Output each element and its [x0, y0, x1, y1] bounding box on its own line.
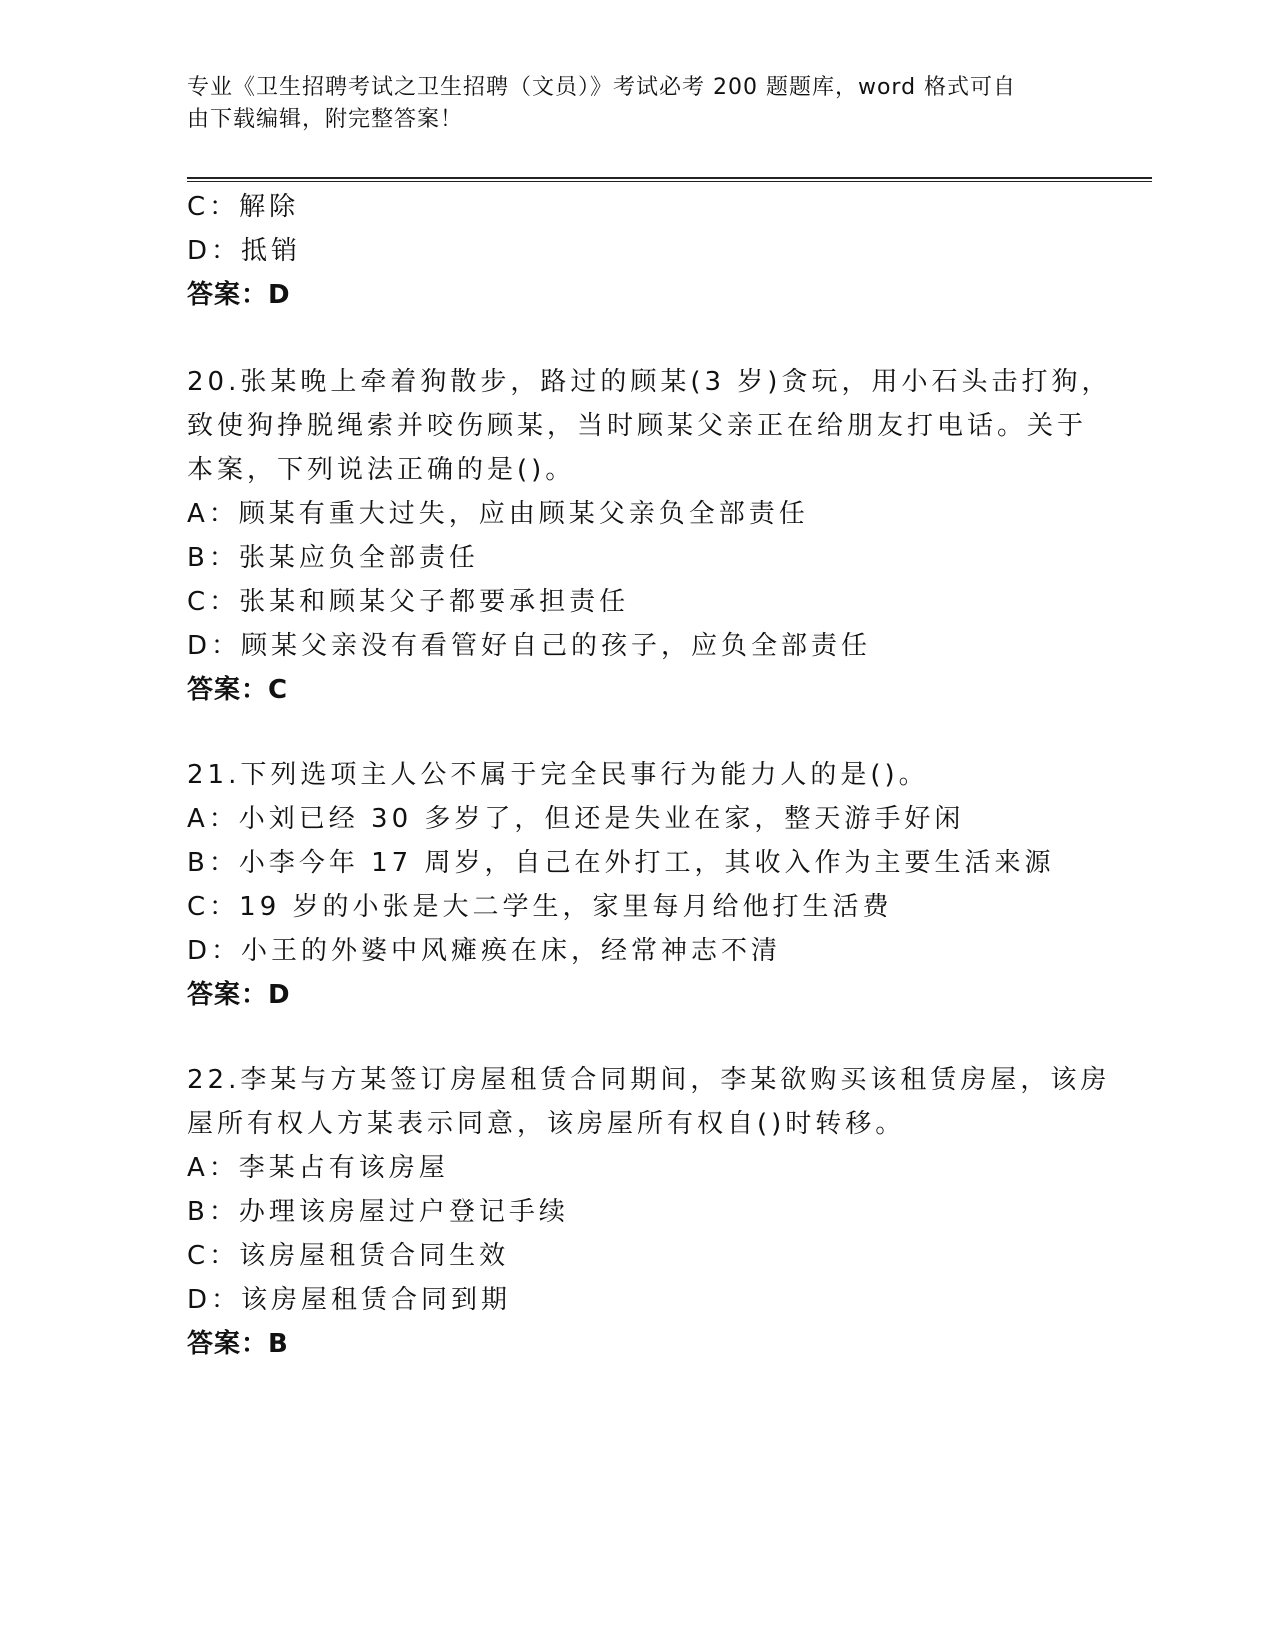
q20-option-d: D：顾某父亲没有看管好自己的孩子，应负全部责任: [187, 631, 872, 661]
q21-option-d: D：小王的外婆中风瘫痪在床，经常神志不清: [187, 936, 782, 966]
document-header: [187, 72, 1067, 136]
q22-option-c: C：该房屋租赁合同生效: [187, 1241, 510, 1271]
q20-stem-line-3: 本案，下列说法正确的是()。: [187, 455, 576, 485]
q20-option-a: A：顾某有重大过失，应由顾某父亲负全部责任: [187, 499, 809, 529]
q21-option-b: B：小李今年 17 周岁，自己在外打工，其收入作为主要生活来源: [187, 848, 1055, 878]
q21-stem-line-1: 21.下列选项主人公不属于完全民事行为能力人的是()。: [187, 760, 929, 790]
header-line-1: 专业《卫生招聘考试之卫生招聘（文员）》考试必考 200 题题库，word 格式可自: [187, 75, 1017, 100]
header-line-2: 由下载编辑，附完整答案！: [187, 107, 464, 132]
q21-answer: 答案：D: [187, 980, 291, 1010]
q22-answer: 答案：B: [187, 1329, 289, 1359]
q22-option-b: B：办理该房屋过户登记手续: [187, 1197, 569, 1227]
prev-option-c: C：解除: [187, 192, 300, 222]
q20-option-b: B：张某应负全部责任: [187, 543, 479, 573]
q22-stem-line-2: 屋所有权人方某表示同意，该房屋所有权自()时转移。: [187, 1109, 906, 1139]
header-rule-thick: [187, 177, 1152, 179]
q20-stem-line-2: 致使狗挣脱绳索并咬伤顾某，当时顾某父亲正在给朋友打电话。关于: [187, 411, 1088, 441]
q20-option-c: C：张某和顾某父子都要承担责任: [187, 587, 630, 617]
header-rule-thin: [187, 181, 1152, 182]
prev-answer: 答案：D: [187, 280, 291, 310]
q22-stem-line-1: 22.李某与方某签订房屋租赁合同期间，李某欲购买该租赁房屋，该房: [187, 1065, 1111, 1095]
q22-option-a: A：李某占有该房屋: [187, 1153, 449, 1183]
q20-answer: 答案：C: [187, 675, 289, 705]
q22-option-d: D：该房屋租赁合同到期: [187, 1285, 512, 1315]
prev-option-d: D：抵销: [187, 236, 302, 266]
q21-option-c: C：19 岁的小张是大二学生，家里每月给他打生活费: [187, 892, 893, 922]
q21-option-a: A：小刘已经 30 多岁了，但还是失业在家，整天游手好闲: [187, 804, 965, 834]
q20-stem-line-1: 20.张某晚上牵着狗散步，路过的顾某(3 岁)贪玩，用小石头击打狗，: [187, 367, 1112, 397]
